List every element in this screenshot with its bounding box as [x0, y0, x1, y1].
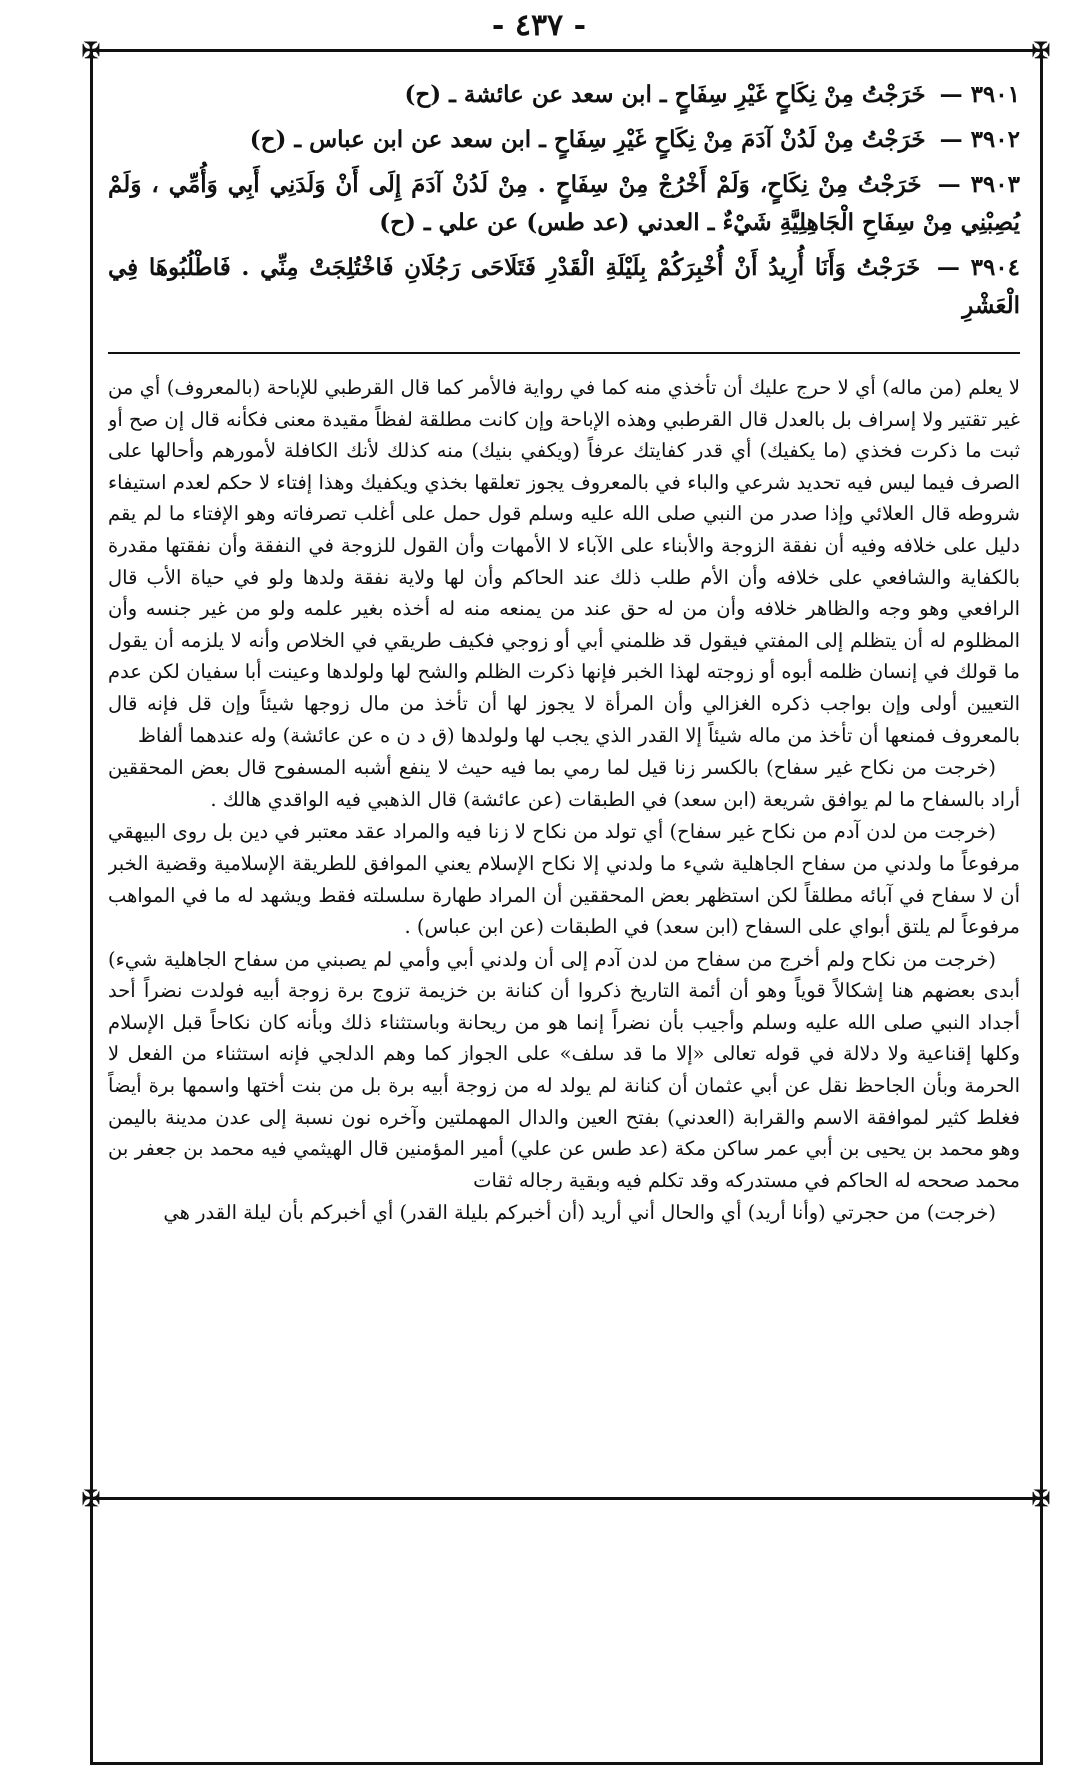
commentary-section — [108, 372, 1020, 1482]
hadith-entry — [108, 76, 1020, 114]
ornament-bottom-left-icon: ✠ — [81, 1486, 101, 1512]
hadith-text: خَرَجْتُ مِنْ نِكَاحٍ، وَلَمْ أَخْرُجْ مِنْ سِفَاحٍ . مِنْ لَدُنْ آدَمَ إِلَى أَنْ وَلَدَنِي أَبِي وَأُمِّي ، وَلَمْ يُصِبْنِي مِنْ سِفَاحِ الْجَاهِلِيَّةِ شَيْءٌ ـ العدني (عد طس) عن علي ـ (ح) — [108, 171, 1020, 236]
hadith-number: ٣٩٠٢ — — [939, 126, 1020, 153]
section-divider — [108, 352, 1020, 354]
hadith-text: خَرَجْتُ وَأَنَا أُرِيدُ أَنْ أُخْبِرَكُمْ بِلَيْلَةِ الْقَدْرِ فَتَلَاحَى رَجُلَانِ فَاخْتُلِجَتْ مِنِّي . فَاطْلُبُوهَا فِي الْعَشْرِ — [108, 254, 1020, 319]
ornament-top-left-icon: ✠ — [81, 38, 101, 64]
frame-top-line — [92, 49, 1040, 52]
hadith-entry — [108, 121, 1020, 159]
frame-bottom-rule — [92, 1497, 1040, 1500]
hadith-number: ٣٩٠٣ — — [937, 171, 1020, 198]
hadith-entry — [108, 166, 1020, 242]
hadith-list — [108, 76, 1020, 340]
hadith-number: ٣٩٠١ — — [939, 81, 1020, 108]
commentary-paragraph: (خرجت من نكاح غير سفاح) بالكسر زنا قيل لما رمي بما فيه حيث لا ينفع أشبه المسفوح قال بعض المحققين أراد بالسفاح ما لم يوافق شريعة (ابن سعد) في الطبقات (عن عائشة) قال الذهبي فيه الواقدي هالك . — [108, 756, 1020, 811]
commentary-paragraph: لا يعلم (من ماله) أي لا حرج عليك أن تأخذي منه كما في رواية فالأمر كما قال القرطبي للإباحة (بالمعروف) أي من غير تقتير ولا إسراف بل بالعدل قال القرطبي وهذه الإباحة وإن كانت مطلقة لفظاً مقيدة معنى فكأنه قال إن صح أو ثبت ما ذكرت فخذي (ما يكفيك) أي قدر كفايتك عرفاً (ويكفي بنيك) منه كذلك لأنك الكافلة لأمورهم وأحالها على الصرف فيما ليس فيه تحديد شرعي والباء في بالمعروف يجوز تعلقها بخذي ويكفيك وهذا إفتاء لا حكم لعدم استيفاء شروطه قال العلائي وإذا صدر من النبي صلى الله عليه وسلم قول حمل على أغلب تصرفاته وهو الإفتاء ما لم يقم دليل على خلافه وفيه أن نفقة الزوجة والأبناء على الآباء لا الأمهات وأن القول للزوجة في النفقة وأن نفقتها مقدرة بالكفاية والشافعي على خلافه وأن الأم طلب ذلك عند الحاكم وأن لها ولاية نفقة ولدها ولو في حياة الأب قال الرافعي وهو وجه والظاهر خلافه وأن من له حق عند من يمنعه منه له أخذه بغير علمه ولو من غير جنسه وأن المظلوم له أن يتظلم إلى المفتي فيقول قد ظلمني أبي أو زوجي فكيف طريقي في الخلاص وأنه لا يلزمه أن يقول ما قولك في إنسان ظلمه أبوه أو زوجته لهذا الخبر فإنها ذكرت الظلم والشح لها ولولدها وعينت أبا سفيان لكن عدم التعيين أولى وإن بواجب ذكره الغزالي وأن المرأة لا يجوز لها أن تأخذ من مال زوجها شيئاً وإن قل فإنه قال بالمعروف فمنعها أن تأخذ من ماله شيئاً إلا القدر الذي يجب لها ولولدها (ق د ن ه عن عائشة) وله عندهما ألفاظ — [108, 376, 1020, 747]
commentary-paragraph: (خرجت من لدن آدم من نكاح غير سفاح) أي تولد من نكاح لا زنا فيه والمراد عقد معتبر في دين بل روى البيهقي مرفوعاً ما ولدني من سفاح الجاهلية شيء ما ولدني إلا نكاح الإسلام يعني الموافق للطريقة الإسلامية وقضية الخبر أن لا سفاح في آبائه مطلقاً لكن استظهر بعض المحققين أن المراد طهارة سلسلته فقط ويشهد له ما في المواهب مرفوعاً لم يلتق أبواي على السفاح (ابن سعد) في الطبقات (عن ابن عباس) . — [108, 820, 1020, 939]
ornament-bottom-right-icon: ✠ — [1031, 1486, 1051, 1512]
page-number: - ٤٣٧ - — [491, 8, 587, 43]
ornament-top-right-icon: ✠ — [1031, 38, 1051, 64]
hadith-entry — [108, 249, 1020, 325]
hadith-number: ٣٩٠٤ — — [936, 254, 1021, 281]
hadith-text: خَرَجْتُ مِنْ لَدُنْ آدَمَ مِنْ نِكَاحٍ غَيْرِ سِفَاحٍ ـ ابن سعد عن ابن عباس ـ (ح) — [249, 126, 926, 153]
hadith-text: خَرَجْتُ مِنْ نِكَاحٍ غَيْرِ سِفَاحٍ ـ ابن سعد عن عائشة ـ (ح) — [404, 81, 926, 108]
commentary-paragraph: (خرجت) من حجرتي (وأنا أريد) أي والحال أني أريد (أن أخبركم بليلة القدر) أي أخبركم بأن ليلة القدر هي — [163, 1201, 996, 1225]
commentary-paragraph: (خرجت من نكاح ولم أخرج من سفاح من لدن آدم إلى أن ولدني أبي وأمي لم يصبني من سفاح الجاهلية شيء) أبدى بعضهم هنا إشكالاً قوياً وهو أن أئمة التاريخ ذكروا أن كنانة بن خزيمة تزوج برة زوجة أبيه فولدت نضراً أحد أجداد النبي صلى الله عليه وسلم وأجيب بأن نضراً إنما هو من ريحانة وباستثناء ذلك وبأنه كان نكاحاً قبل الإسلام وكلها إقناعية ولا دلالة في قوله تعالى «إلا ما قد سلف» على الجواز كما وهم الدلجي فإنه استثناء من الفعل لا الحرمة وبأن الجاحظ نقل عن أبي عثمان أن كنانة لم يولد له من زوجة أبيه برة بل من بنت أختها واسمها برة أيضاً فغلط كثير لموافقة الاسم والقرابة (العدني) بفتح العين والدال المهملتين وآخره نون نسبة إلى عدن مدينة باليمن وهو محمد بن يحيى بن أبي عمر ساكن مكة (عد طس عن علي) أمير المؤمنين قال الهيثمي فيه محمد بن جعفر بن محمد صححه له الحاكم في مستدركه وقد تكلم فيه وبقية رجاله ثقات — [108, 947, 1020, 1192]
